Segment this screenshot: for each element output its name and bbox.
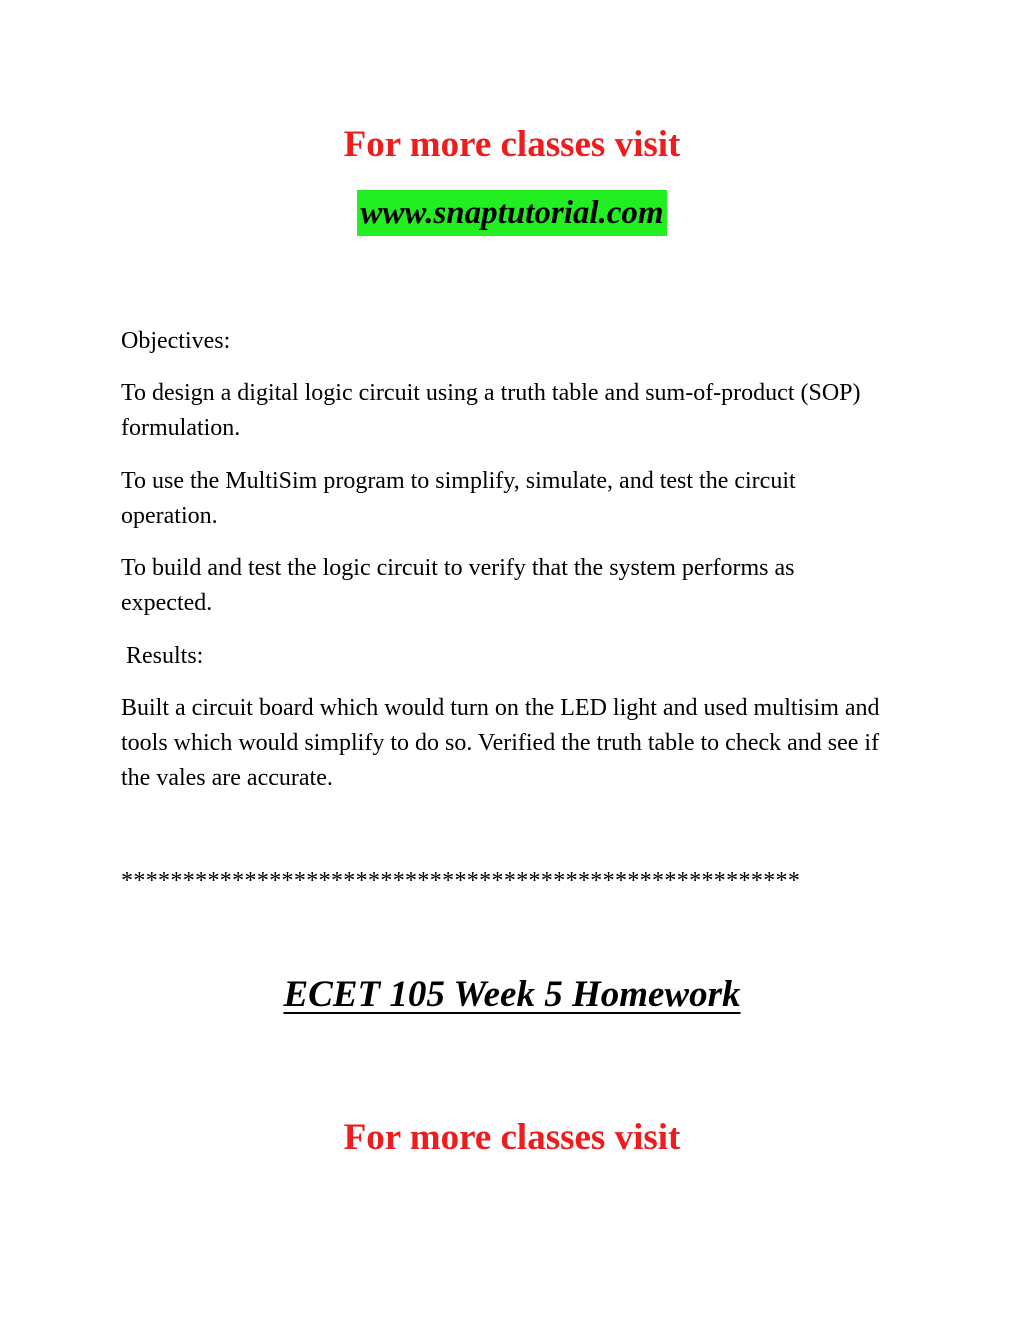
promo-link[interactable]: www.snaptutorial.com [357,190,666,236]
objective-item: To design a digital logic circuit using a truth table and sum-of-product (SOP) formulation. [121,380,861,441]
promo-heading: For more classes visit [343,124,681,165]
separator-line: ******************************************************* [121,868,801,894]
promo-link-container [0,190,1024,242]
section-title: ECET 105 Week 5 Homework [283,974,741,1015]
footer-promo-heading: For more classes visit [343,1117,681,1158]
results-text: Built a circuit board which would turn on the LED light and used multisim and tools which would simplify to do so. Verified the truth table to check and see if the vales are accurate. [121,695,880,791]
results-label: Results: [126,643,204,669]
objective-item: To build and test the logic circuit to verify that the system performs as expected. [121,555,795,616]
objectives-label: Objectives: [121,328,231,354]
objective-item: To use the MultiSim program to simplify, simulate, and test the circuit operation. [121,468,796,529]
